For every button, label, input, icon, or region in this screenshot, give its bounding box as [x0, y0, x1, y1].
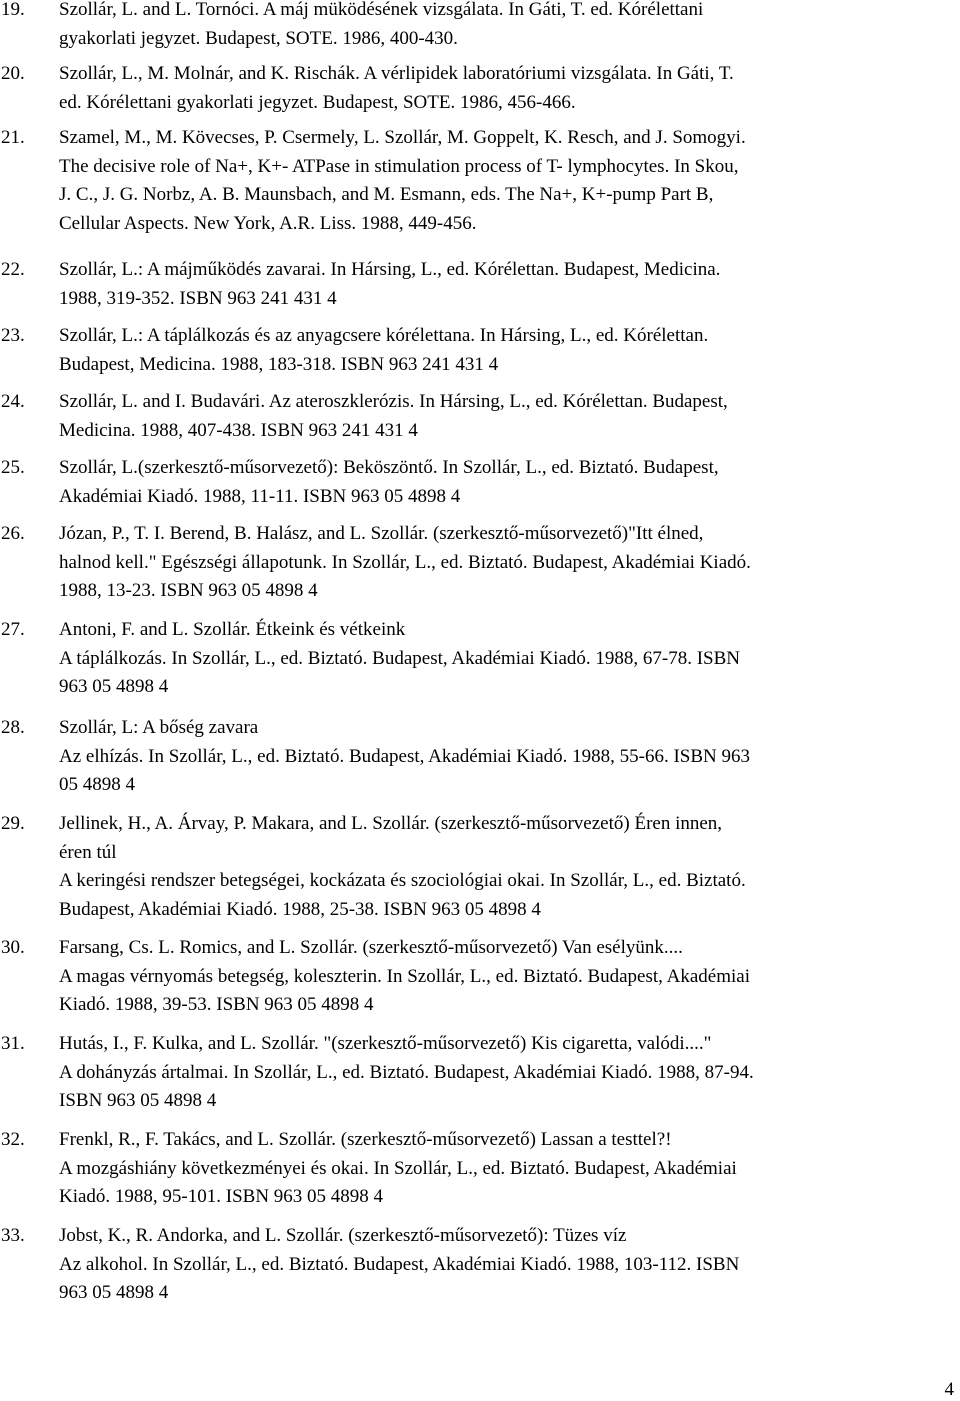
reference-number: 28.: [1, 717, 25, 738]
reference-line: A táplálkozás. In Szollár, L., ed. Biztató. Budapest, Akadémiai Kiadó. 1988, 67-78. ISBN: [59, 647, 741, 669]
reference-text: [59, 454, 719, 511]
reference-line: Jobst, K., R. Andorka, and L. Szollár. (szerkesztő-műsorvezető): Tüzes víz: [59, 1225, 627, 1246]
reference-text: [59, 124, 746, 238]
reference-number: 31.: [1, 1033, 25, 1054]
reference-line: gyakorlati jegyzet. Budapest, SOTE. 1986, 400-430.: [59, 27, 458, 49]
reference-line: Az elhízás. In Szollár, L., ed. Biztató. Budapest, Akadémiai Kiadó. 1988, 55-66. ISBN 963: [59, 745, 751, 767]
reference-line: ed. Kórélettani gyakorlati jegyzet. Budapest, SOTE. 1986, 456-466.: [59, 91, 576, 113]
reference-line: Farsang, Cs. L. Romics, and L. Szollár. (szerkesztő-műsorvezető) Van esélyünk....: [59, 937, 683, 958]
reference-text: [59, 1222, 739, 1308]
reference-text: [59, 714, 750, 800]
reference-line: Az alkohol. In Szollár, L., ed. Biztató. Budapest, Akadémiai Kiadó. 1988, 103-112. ISBN: [59, 1253, 740, 1275]
reference-line: 05 4898 4: [59, 774, 135, 795]
reference-line: Medicina. 1988, 407-438. ISBN 963 241 431 4: [59, 419, 418, 441]
reference-number: 27.: [1, 619, 25, 640]
reference-line: A mozgáshiány következményei és okai. In Szollár, L., ed. Biztató. Budapest, Akadémiai: [59, 1157, 737, 1179]
reference-text: [59, 934, 750, 1020]
reference-text: [59, 520, 751, 606]
reference-text: [59, 322, 708, 379]
reference-number: 20.: [1, 63, 25, 84]
reference-number: 26.: [1, 523, 25, 544]
reference-line: Szamel, M., M. Kövecses, P. Csermely, L. Szollár, M. Goppelt, K. Resch, and J. Somogyi.: [59, 127, 746, 148]
reference-line: Szollár, L.: A táplálkozás és az anyagcsere kórélettana. In Hársing, L., ed. Kórélettan.: [59, 325, 709, 346]
reference-text: [59, 256, 720, 313]
reference-line: éren túl: [59, 841, 117, 863]
reference-line: Szollár, L. and L. Tornóci. A máj müködésének vizsgálata. In Gáti, T. ed. Kórélettani: [59, 0, 704, 20]
reference-number: 30.: [1, 937, 25, 958]
reference-line: 963 05 4898 4: [59, 676, 169, 697]
reference-line: Hutás, I., F. Kulka, and L. Szollár. "(szerkesztő-műsorvezető) Kis cigaretta, valódi....": [59, 1033, 712, 1054]
reference-number: 19.: [1, 0, 25, 20]
reference-number: 25.: [1, 457, 25, 478]
reference-number: 21.: [1, 127, 25, 148]
page-number: 4: [944, 1379, 954, 1400]
reference-line: A magas vérnyomás betegség, koleszterin. In Szollár, L., ed. Biztató. Budapest, Akadémiai: [59, 965, 750, 987]
reference-number: 32.: [1, 1129, 25, 1150]
reference-line: Jellinek, H., A. Árvay, P. Makara, and L. Szollár. (szerkesztő-műsorvezető) Éren innen,: [59, 813, 723, 834]
reference-line: Budapest, Medicina. 1988, 183-318. ISBN 963 241 431 4: [59, 353, 499, 375]
reference-text: [59, 1126, 737, 1212]
reference-line: J. C., J. G. Norbz, A. B. Maunsbach, and M. Esmann, eds. The Na+, K+-pump Part B,: [59, 184, 714, 205]
reference-line: 1988, 13-23. ISBN 963 05 4898 4: [59, 580, 318, 601]
reference-line: A dohányzás ártalmai. In Szollár, L., ed. Biztató. Budapest, Akadémiai Kiadó. 1988, 87-94.: [59, 1061, 754, 1083]
reference-line: A keringési rendszer betegségei, kockázata és szociológiai okai. In Szollár, L., ed. Biztató.: [59, 870, 746, 891]
reference-line: 963 05 4898 4: [59, 1282, 169, 1303]
reference-text: [59, 616, 740, 702]
reference-line: ISBN 963 05 4898 4: [59, 1090, 217, 1111]
reference-line: Antoni, F. and L. Szollár. Étkeink és vétkeink: [59, 619, 406, 640]
reference-line: Szollár, L.(szerkesztő-műsorvezető): Beköszöntő. In Szollár, L., ed. Biztató. Budapest,: [59, 457, 719, 478]
reference-number: 24.: [1, 391, 25, 412]
reference-line: Akadémiai Kiadó. 1988, 11-11. ISBN 963 05 4898 4: [59, 485, 461, 507]
reference-line: Szollár, L.: A májműködés zavarai. In Hársing, L., ed. Kórélettan. Budapest, Medicina.: [59, 259, 721, 280]
reference-line: halnod kell." Egészségi állapotunk. In Szollár, L., ed. Biztató. Budapest, Akadémiai Kiadó.: [59, 551, 751, 573]
reference-number: 23.: [1, 325, 25, 346]
reference-line: Frenkl, R., F. Takács, and L. Szollár. (szerkesztő-műsorvezető) Lassan a testtel?!: [59, 1129, 672, 1150]
reference-line: Kiadó. 1988, 95-101. ISBN 963 05 4898 4: [59, 1186, 384, 1207]
reference-text: [59, 0, 703, 53]
reference-text: [59, 1030, 754, 1116]
reference-line: Budapest, Akadémiai Kiadó. 1988, 25-38. ISBN 963 05 4898 4: [59, 898, 541, 920]
reference-line: Szollár, L., M. Molnár, and K. Rischák. A vérlipidek laboratóriumi vizsgálata. In Gáti, T.: [59, 63, 734, 84]
reference-line: 1988, 319-352. ISBN 963 241 431 4: [59, 287, 337, 309]
reference-line: Józan, P., T. I. Berend, B. Halász, and L. Szollár. (szerkesztő-műsorvezető)"Itt élned,: [59, 523, 704, 544]
reference-text: [59, 810, 746, 924]
reference-line: The decisive role of Na+, K+- ATPase in stimulation process of T- lymphocytes. In Skou,: [59, 155, 739, 177]
reference-number: 33.: [1, 1225, 25, 1246]
reference-text: [59, 388, 728, 445]
reference-line: Szollár, L. and I. Budavári. Az ateroszklerózis. In Hársing, L., ed. Kórélettan. Budapest,: [59, 391, 728, 412]
reference-line: Szollár, L: A bőség zavara: [59, 717, 259, 738]
reference-text: [59, 60, 734, 117]
reference-line: Cellular Aspects. New York, A.R. Liss. 1988, 449-456.: [59, 212, 477, 234]
reference-number: 22.: [1, 259, 25, 280]
reference-line: Kiadó. 1988, 39-53. ISBN 963 05 4898 4: [59, 994, 374, 1015]
reference-number: 29.: [1, 813, 25, 834]
